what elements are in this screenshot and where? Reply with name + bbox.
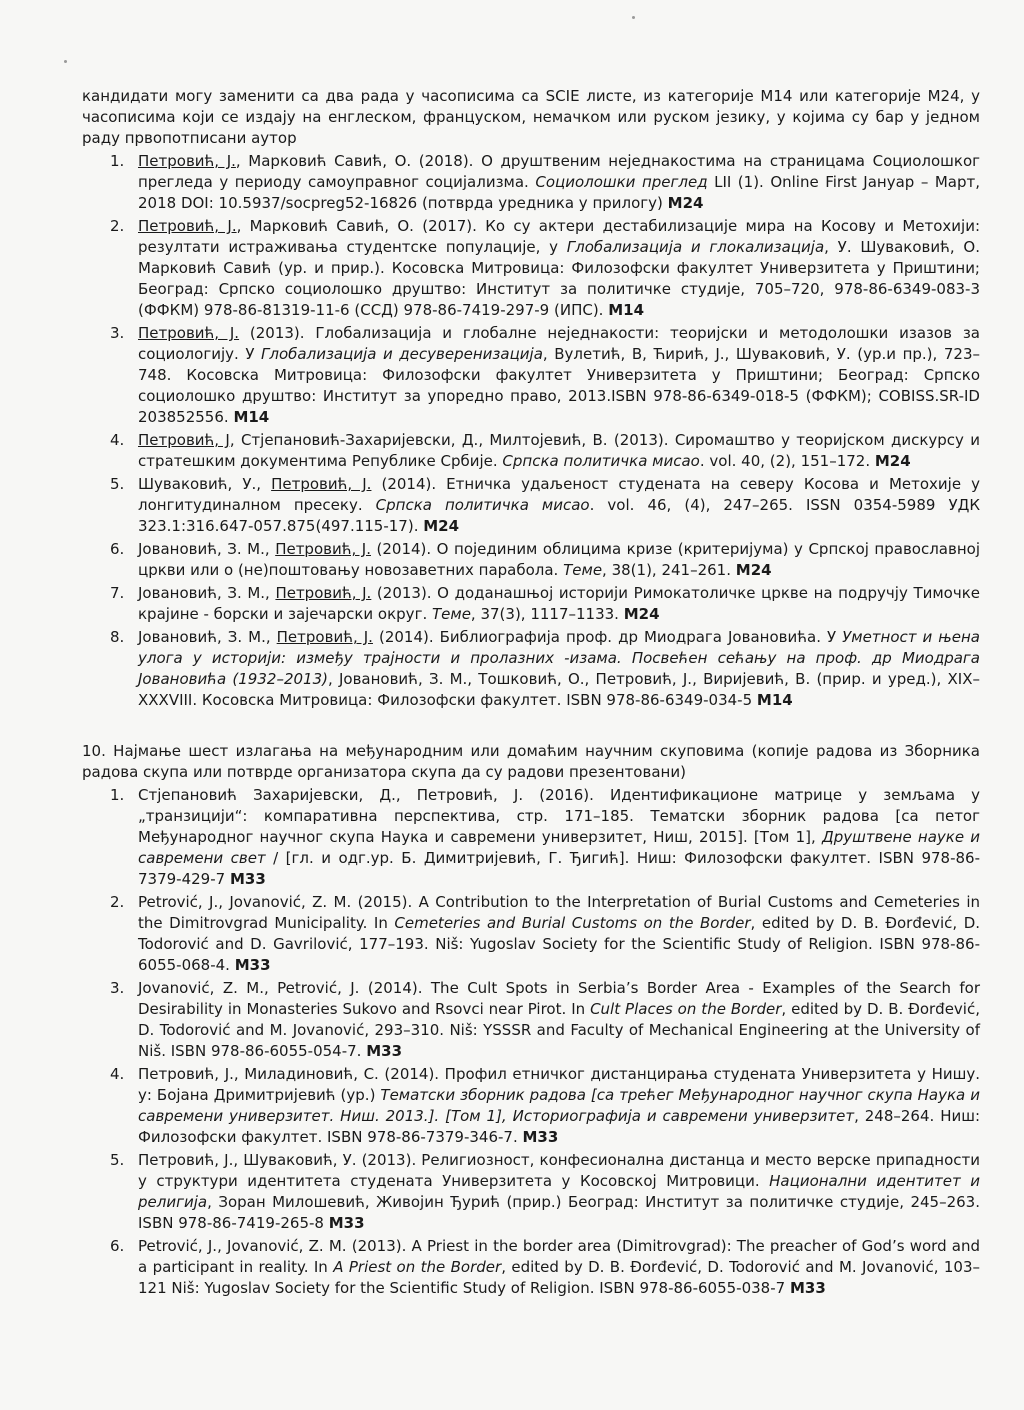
publication-title: Теме: [431, 605, 471, 623]
category-badge: M33: [789, 1279, 826, 1297]
reference-text: , Зоран Милошевић, Живојин Ђурић (прир.) Београд: Институт за политичке студије, 245–263. ISBN 978-86-7419-265-8: [138, 1193, 980, 1232]
author-underlined: Петровић, Ј.: [138, 324, 240, 342]
reference-text: Јовановић, З. М.,: [138, 628, 277, 646]
reference-text: , 38(1), 241–261.: [602, 561, 736, 579]
reference-number: 3.: [110, 324, 125, 342]
reference-text: Петровић, Ј., Миладиновић, С. (2014). Профил етничког дистанцирања студената Универзитета у Нишу. у: Бојана Дримитријевић (ур.): [138, 1065, 980, 1104]
reference-item: [82, 785, 980, 890]
category-badge: M33: [328, 1214, 365, 1232]
reference-text: LII (1). Online First Јануар – Март, 2018 DOI: 10.5937/socpreg52-16826 (потврда уредника у прилогу): [138, 173, 980, 212]
reference-text: , Стјепановић-Захаријевски, Д., Милтојевић, В. (2013). Сиромаштво у теоријском дискурсу и стратешким документима Републике Србије.: [138, 431, 981, 470]
category-badge: M33: [366, 1042, 403, 1060]
reference-text: , Јовановић, З. М., Тошковић, О., Петровић, Ј., Виријевић, В. (прир. и уред.), XIX–XXXVIII. Косовска Митровица: Филозофски факултет. ISBN 978-86-6349-034-5: [138, 670, 980, 709]
section-10-heading: 10. Најмање шест излагања на међународним или домаћим научним скуповима (копије радова из Зборника радова скупа или потврде организатора скупа да су радови презентовани): [82, 742, 980, 781]
category-badge: M14: [608, 301, 645, 319]
reference-text: (2014). О појединим облицима кризе (критеријума) у Српској православној цркви или о (не)поштовању новозаветних парабола.: [138, 540, 980, 579]
reference-item: [82, 1064, 980, 1148]
publication-title: A Priest on the Border: [333, 1258, 502, 1276]
reference-list-m14-m24: [82, 151, 980, 711]
reference-text: , 37(3), 1117–1133.: [470, 605, 624, 623]
publication-title: Социолошки преглед: [535, 173, 708, 191]
reference-item: [82, 216, 980, 321]
reference-number: 3.: [110, 979, 125, 997]
publication-title: Тематски зборник радова [са трећег Међународног научног скупа Наука и савремени универзитет. Ниш. 2013.]. [Том 1], Историографија и савремени универзитет: [138, 1086, 980, 1125]
category-badge: M33: [229, 870, 266, 888]
reference-text: , Марковић Савић, О. (2017). Ко су актери дестабилизације мира на Косову и Метохији: резултати истраживања студентске популације, у: [138, 217, 980, 256]
reference-text: . vol. 40, (2), 151–172.: [699, 452, 875, 470]
publication-title: Друштвене науке и савремени свет: [138, 828, 980, 867]
category-badge: M24: [423, 517, 460, 535]
publication-title: Уметност и њена улога у историји: између трајности и пролазних -изама. Посвећен сећању на проф. др Миодрага Јовановића (1932–2013): [138, 628, 980, 688]
category-badge: M14: [233, 408, 270, 426]
reference-text: Petrović, J., Jovanović, Z. M. (2013). A Priest in the border area (Dimitrovgrad): The preacher of God’s word and a participant in reality. In: [138, 1237, 980, 1276]
category-badge: M24: [735, 561, 772, 579]
reference-text: Petrović, J., Jovanović, Z. M. (2015). A Contribution to the Interpretation of Burial Customs and Cemeteries in the Dimitrovgrad Municipality. In: [138, 893, 980, 932]
publication-title: Српска политичка мисао: [502, 452, 700, 470]
reference-item: [82, 978, 980, 1062]
reference-list-m33: [82, 785, 980, 1299]
reference-number: 5.: [110, 1151, 125, 1169]
reference-item: [82, 892, 980, 976]
reference-text: (2014). Етничка удаљеност студената на северу Косова и Метохије у лонгитудиналном пресеку.: [138, 475, 980, 514]
reference-text: Jovanović, Z. M., Petrović, J. (2014). The Cult Spots in Serbia’s Border Area - Examples of the Search for Desirability in Monasteries Sukovo and Rsovci near Pirot. In: [138, 979, 980, 1018]
reference-text: Јовановић, З. М.,: [138, 540, 276, 558]
category-badge: M33: [234, 956, 271, 974]
publication-title: Глобализација и глокализација: [566, 238, 825, 256]
reference-text: Јовановић, З. М.,: [138, 584, 276, 602]
reference-number: 5.: [110, 475, 125, 493]
reference-text: / [гл. и одг.ур. Б. Димитријевић, Г. Ђигић]. Ниш: Филозофски факултет. ISBN 978-86-7379-429-7: [138, 849, 981, 888]
reference-item: [82, 539, 980, 581]
author-underlined: Петровић, Ј.: [275, 540, 371, 558]
reference-number: 6.: [110, 540, 125, 558]
intro-paragraph: кандидати могу заменити са два рада у часописима са SCIE листе, из категорије M14 или категорије M24, у часописима који се издају на енглеском, француском, немачком или руском језику, у којима су бар у једном раду првопотписани аутор: [82, 87, 980, 147]
category-badge: M24: [623, 605, 660, 623]
reference-item: [82, 151, 980, 214]
reference-text: , edited by D. B. Đorđević, D. Todorović and M. Jovanović, 103–121 Niš: Yugoslav Society for the Scientific Study of Religion. ISBN 978-86-6055-038-7: [138, 1258, 980, 1297]
reference-item: [82, 1236, 980, 1299]
reference-text: Шуваковић, У.,: [138, 475, 272, 493]
reference-number: 4.: [110, 431, 125, 449]
author-underlined: Петровић, Ј.: [275, 584, 372, 602]
reference-text: (2013). Глобализација и глобалне неједнакости: теоријски и методолошки изазов за социологију. У: [138, 324, 980, 363]
reference-text: Петровић, Ј., Шуваковић, У. (2013). Религиозност, конфесионална дистанца и место верске припадности у структури идентитета студената Универзитета у Косовској Митровици.: [138, 1151, 980, 1190]
category-badge: M24: [667, 194, 704, 212]
author-underlined: Петровић, Ј.: [276, 628, 373, 646]
publication-title: Национални идентитет и религија: [138, 1172, 980, 1211]
reference-item: [82, 1150, 980, 1234]
reference-number: 2.: [110, 217, 125, 235]
scan-speck: [64, 60, 67, 63]
category-badge: M14: [756, 691, 793, 709]
reference-text: , Марковић Савић, О. (2018). О друштвеним неједнакостима на страницама Социолошког прегледа у периоду самоуправног социјализма.: [138, 152, 981, 191]
reference-item: [82, 627, 980, 711]
publication-title: Теме: [563, 561, 603, 579]
scan-speck: [632, 16, 635, 19]
reference-number: 1.: [110, 152, 125, 170]
author-underlined: Петровић, Ј.: [271, 475, 372, 493]
reference-number: 2.: [110, 893, 125, 911]
reference-text: , У. Шуваковић, О. Марковић Савић (ур. и прир.). Косовска Митровица: Филозофски факултет Универзитета у Приштини; Београд: Српско социолошко друштво: Институт за политичке студије, 705–720, 978-86-6349-083-3 (ФФКМ) 978-86-81319-11-6 (ССД) 978-86-7419-297-9 (ИПС).: [138, 238, 980, 319]
author-underlined: Петровић, Ј.: [138, 217, 237, 235]
reference-number: 6.: [110, 1237, 125, 1255]
reference-text: , edited by D. B. Đorđević, D. Todorović and D. Gavrilović, 177–193. Niš: Yugoslav Society for the Scientific Study of Religion. ISBN 978-86-6055-068-4.: [138, 914, 981, 974]
reference-text: Стјепановић Захаријевски, Д., Петровић, Ј. (2016). Идентификационе матрице у земљама у „транзицији“: компаративна перспектива, стр. 171–185. Тематски зборник радова [са петог Међународног научног скупа Наука и савремени универзитет, Ниш, 2015]. [Том 1],: [138, 786, 980, 846]
reference-text: (2013). О доданашњој историји Римокатоличке цркве на подручју Тимочке крајине - борски и зајечарски округ.: [138, 584, 981, 623]
reference-item: [82, 430, 980, 472]
reference-item: [82, 323, 980, 428]
publication-title: Српска политичка мисао: [375, 496, 590, 514]
publication-title: Cemeteries and Burial Customs on the Border: [394, 914, 751, 932]
reference-text: . vol. 46, (4), 247–265. ISSN 0354-5989 УДК 323.1:316.647-057.875(497.115-17).: [138, 496, 980, 535]
category-badge: M24: [874, 452, 911, 470]
reference-item: [82, 474, 980, 537]
reference-number: 7.: [110, 584, 125, 602]
reference-item: [82, 583, 980, 625]
publication-title: Глобализација и десуверенизација: [261, 345, 543, 363]
reference-text: , 248–264. Ниш: Филозофски факултет. ISBN 978-86-7379-346-7.: [138, 1107, 981, 1146]
category-badge: M33: [522, 1128, 559, 1146]
reference-number: 8.: [110, 628, 125, 646]
reference-text: (2014). Библиографија проф. др Миодрага Јовановића. У: [372, 628, 843, 646]
reference-number: 4.: [110, 1065, 125, 1083]
publication-title: Cult Places on the Border: [590, 1000, 782, 1018]
reference-text: , edited by D. B. Đorđević, D. Todorović and M. Jovanović, 293–310. Niš: YSSSR and Faculty of Mechanical Engineering at the University of Niš. ISBN 978-86-6055-054-7.: [138, 1000, 980, 1060]
author-underlined: Петровић, Ј: [138, 431, 230, 449]
author-underlined: Петровић, Ј.: [138, 152, 236, 170]
reference-text: , Вулетић, В, Ћирић, Ј., Шуваковић, У. (ур.и пр.), 723–748. Косовска Митровица: Филозофски факултет Универзитета у Приштини; Београд: Српско социолошко друштво: Институт за упоредно право, 2013.ISBN 978-86-6349-018-5 (ФФКМ); COBISS.SR-ID 203852556.: [138, 345, 980, 426]
reference-number: 1.: [110, 786, 125, 804]
